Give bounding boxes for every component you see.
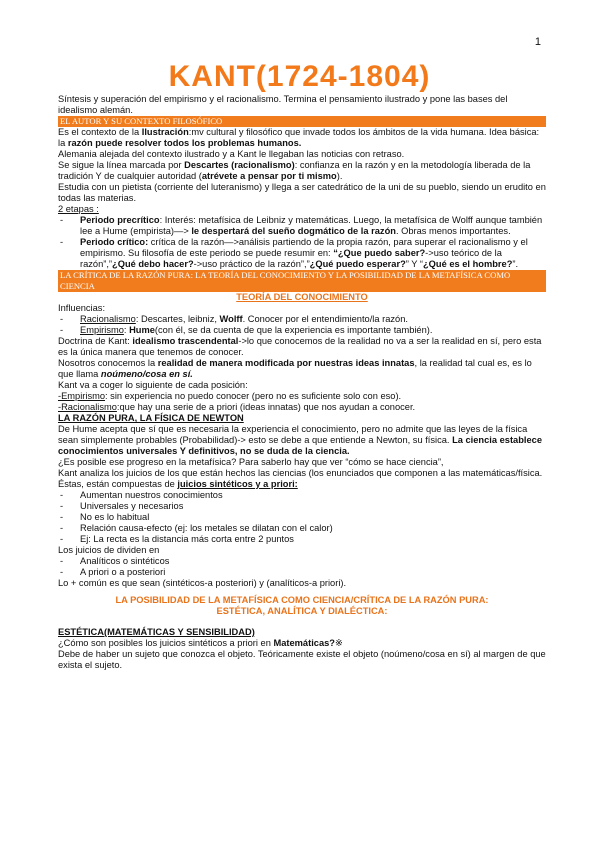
influencia-racionalismo: - Racionalismo: Descartes, leibniz, Wolff. Conocer por el entendimiento/la razón. (58, 314, 546, 325)
doctrina-paragraph: Doctrina de Kant: idealismo trascendental->lo que conocemos de la realidad no va a ser la realidad en sí, pero esta es la única manera que tenemos de conocer. (58, 336, 542, 357)
list-item: - Aumentan nuestros conocimientos (58, 490, 546, 501)
page-number: 1 (534, 36, 541, 48)
etapa-critico: - Periodo crítico: crítica de la razón—>análisis partiendo de la propia razón, para superar el racionalismo y el empirismo. Su filosofía de este periodo se puede resumir en: “¿Que puedo saber?->uso teórico de la razón”,”¿Qué debo hacer?->uso práctico de la razón”,”¿Qué puedo esperar?” Y “¿Qué es el hombre?”. (58, 237, 546, 270)
alemania-paragraph: Alemania alejada del contexto ilustrado y a Kant le llegaban las noticias con retraso. (58, 149, 405, 159)
matematicas-question: ¿Cómo son posibles los juicios sintéticos a priori en Matemáticas?※ (58, 638, 343, 648)
metafisica-heading-line2: ESTÉTICA, ANALÍTICA Y DIALÉCTICA: (216, 606, 388, 616)
list-item: - Universales y necesarios (58, 501, 546, 512)
pietista-paragraph: Estudia con un pietista (corriente del luteranismo) y llega a ser catedrático de la uni de su pueblo, siendo un erudito en todas las materias. (58, 182, 546, 203)
estetica-heading: ESTÉTICA(MATEMÁTICAS Y SENSIBILIDAD) (58, 627, 255, 637)
list-item: - Analíticos o sintéticos (58, 556, 546, 567)
descartes-paragraph: Se sigue la línea marcada por Descartes (racionalismo): confianza en la razón y en la metodología liberada de la tradición Y de cualquier autoridad (atrévete a pensar por ti mismo). (58, 160, 531, 181)
dividen-paragraph: Los juicios de dividen en (58, 545, 160, 555)
influencia-empirismo: - Empirismo: Hume(con él, se da cuenta de que la experiencia es importante también). (58, 325, 546, 336)
posicion-empirismo: -Empirismo: sin experiencia no puedo conocer (pero no es suficiente solo con eso). (58, 391, 402, 401)
comun-paragraph: Lo + común es que sean (sintéticos-a posteriori) y (analíticos-a priori). (58, 578, 347, 588)
sujeto-paragraph: Debe de haber un sujeto que conozca el objeto. Teóricamente existe el objeto (noúmeno/cosa en sí) al margen de que exista el sujeto. (58, 649, 546, 670)
document-title: KANT(1724-1804) (168, 60, 431, 93)
list-item: - Ej: La recta es la distancia más corta entre 2 puntos (58, 534, 546, 545)
etapa-precritico: - Periodo precrítico: Interés: metafísica de Leibniz y matemáticas. Luego, la metafísica de Wolff aunque también lee a Hume (empirista)—> le despertará del sueño dogmático de la razón. Obras menos importantes. (58, 215, 546, 237)
razon-pura-heading: LA RAZÓN PURA, LA FÍSICA DE NEWTON (58, 413, 244, 423)
progreso-paragraph: ¿Es posible ese progreso en la metafísica? Para saberlo hay que ver “cómo se hace ciencia”, (58, 457, 444, 467)
hume-paragraph: De Hume acepta que sí que es necesaria la experiencia el conocimiento, pero no admite que las leyes de la física sean simplemente probables (Probabilidad)-> esto se debe a que entiende a Newton, su física. La ciencia establece conocimientos universales Y definitivos, no se duda de la ciencia. (58, 424, 543, 456)
influencias-label: Influencias: (58, 303, 106, 313)
list-item: - No es lo habitual (58, 512, 546, 523)
teoria-conocimiento-heading: TEORÍA DEL CONOCIMIENTO (236, 292, 368, 302)
list-item: - Relación causa-efecto (ej: los metales se dilatan con el calor) (58, 523, 546, 534)
document-body (58, 94, 546, 671)
etapas-label: 2 etapas : (58, 204, 99, 214)
juicios-paragraph: Kant analiza los juicios de los que están hechos las ciencias (los enunciados que componen a las matemáticas/física. Éstas, están compuestas de juicios sintéticos y a priori: (58, 468, 543, 489)
posicion-paragraph: Kant va a coger lo siguiente de cada posición: (58, 380, 248, 390)
contexto-paragraph: Es el contexto de la Ilustración:mv cultural y filosófico que invade todos los ámbitos de la vida humana. Idea básica: la razón puede resolver todos los problemas humanos. (58, 127, 540, 148)
posicion-racionalismo: -Racionalismo:que hay una serie de a priori (ideas innatas) que nos ayudan a conocer. (58, 402, 416, 412)
intro-paragraph: Síntesis y superación del empirismo y el racionalismo. Termina el pensamiento ilustrado y pone las bases del idealismo alemán. (58, 94, 508, 115)
realidad-paragraph: Nosotros conocemos la realidad de manera modificada por nuestras ideas innatas, la realidad tal cual es, es lo que llama noúmeno/cosa en sí. (58, 358, 532, 379)
metafisica-heading-line1: LA POSIBILIDAD DE LA METAFÍSICA COMO CIENCIA/CRÍTICA DE LA RAZÓN PURA: (115, 595, 489, 605)
section-bar-autor: EL AUTOR Y SU CONTEXTO FILOSÓFICO (58, 116, 546, 127)
list-item: - A priori o a posteriori (58, 567, 546, 578)
section-bar-critica: LA CRÍTICA DE LA RAZÓN PURA: LA TEORÍA DEL CONOCIMIENTO Y LA POSIBILIDAD DE LA METAFÍSICA COMO CIENCIA (58, 270, 546, 292)
